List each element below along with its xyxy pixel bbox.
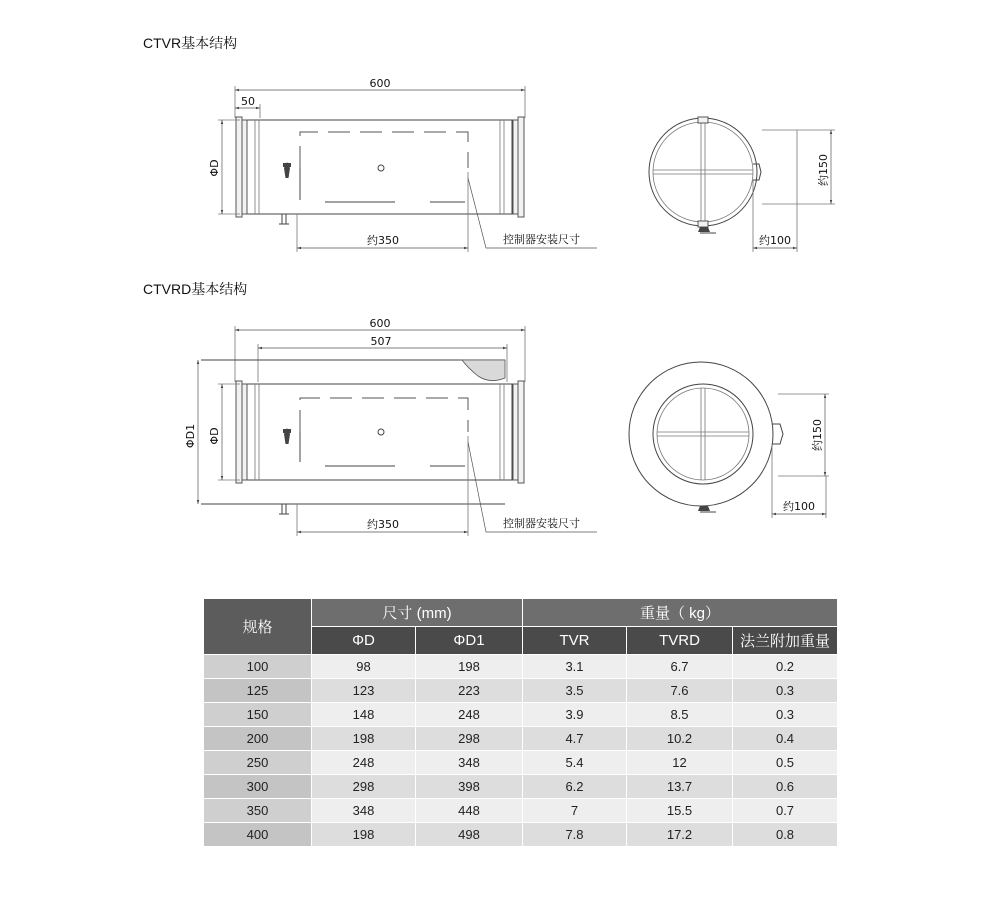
col-header-tvr: TVR [523,627,627,655]
table-cell: 7.6 [627,679,733,703]
table-cell: 398 [416,775,523,799]
table-cell: 0.4 [733,727,838,751]
ctvr-title: CTVR基本结构 [143,35,238,51]
table-cell-spec: 400 [204,823,312,847]
table-cell: 98 [312,655,416,679]
col-header-diaD1: ΦD1 [416,627,523,655]
table-cell-spec: 150 [204,703,312,727]
dim-diaD1-label: ΦD1 [184,423,197,449]
table-cell: 248 [312,751,416,775]
size-group-header: 尺寸 (mm) [312,599,523,627]
table-row [204,751,838,775]
dim-h150-label-2: 约150 [811,419,824,451]
table-row [204,655,838,679]
table-cell: 0.3 [733,703,838,727]
table-cell: 298 [312,775,416,799]
ctvrd-title: CTVRD基本结构 [143,281,248,297]
table-cell: 6.7 [627,655,733,679]
weight-group-header: 重量（ kg） [523,599,838,627]
table-cell: 123 [312,679,416,703]
table-cell: 0.8 [733,823,838,847]
table-cell: 10.2 [627,727,733,751]
table-cell: 298 [416,727,523,751]
dim-diaD-label-2: ΦD [208,427,221,445]
table-cell: 0.7 [733,799,838,823]
table-cell: 15.5 [627,799,733,823]
spec-table-body [204,655,838,847]
table-cell: 223 [416,679,523,703]
table-cell: 498 [416,823,523,847]
dim-600-label-2: 600 [369,317,391,330]
controller-size-label-2: 控制器安装尺寸 [503,517,580,530]
table-cell-spec: 100 [204,655,312,679]
table-cell: 0.6 [733,775,838,799]
table-cell: 0.5 [733,751,838,775]
table-row [204,703,838,727]
table-cell-spec: 200 [204,727,312,751]
table-cell: 148 [312,703,416,727]
ctvrd-side-view [184,317,597,536]
controller-size-label: 控制器安装尺寸 [503,233,580,246]
dim-w100-label-2: 约100 [783,500,815,513]
table-row [204,823,838,847]
spec-header: 规格 [204,599,312,655]
dim-diaD-label: ΦD [208,159,221,177]
table-row [204,799,838,823]
table-cell: 3.5 [523,679,627,703]
table-row [204,679,838,703]
table-cell: 248 [416,703,523,727]
table-cell: 0.3 [733,679,838,703]
table-cell: 198 [312,823,416,847]
table-cell-spec: 300 [204,775,312,799]
table-cell: 448 [416,799,523,823]
table-cell: 12 [627,751,733,775]
dim-600-label: 600 [369,77,391,90]
ctvr-end-view [649,117,835,252]
table-cell: 3.9 [523,703,627,727]
table-cell: 5.4 [523,751,627,775]
dim-507-label: 507 [370,335,392,348]
table-cell: 0.2 [733,655,838,679]
table-row [204,727,838,751]
dim-350-label: 约350 [367,234,399,247]
table-cell-spec: 250 [204,751,312,775]
ctvr-side-view [208,77,597,252]
dim-h150-label: 约150 [817,154,830,186]
dim-350-label-2: 约350 [367,518,399,531]
table-cell: 348 [312,799,416,823]
col-header-diaD: ΦD [312,627,416,655]
table-cell-spec: 350 [204,799,312,823]
ctvrd-end-view [629,362,829,518]
table-cell: 13.7 [627,775,733,799]
table-row [204,775,838,799]
table-cell: 17.2 [627,823,733,847]
col-header-tvrd: TVRD [627,627,733,655]
table-cell: 8.5 [627,703,733,727]
table-cell-spec: 125 [204,679,312,703]
dim-w100-label: 约100 [759,234,791,247]
table-cell: 348 [416,751,523,775]
col-header-flange-weight: 法兰附加重量 [733,627,838,655]
dim-50-label: 50 [241,95,255,108]
table-cell: 4.7 [523,727,627,751]
table-cell: 7 [523,799,627,823]
table-cell: 198 [312,727,416,751]
table-cell: 198 [416,655,523,679]
spec-table [203,598,838,847]
table-cell: 7.8 [523,823,627,847]
table-cell: 6.2 [523,775,627,799]
table-cell: 3.1 [523,655,627,679]
